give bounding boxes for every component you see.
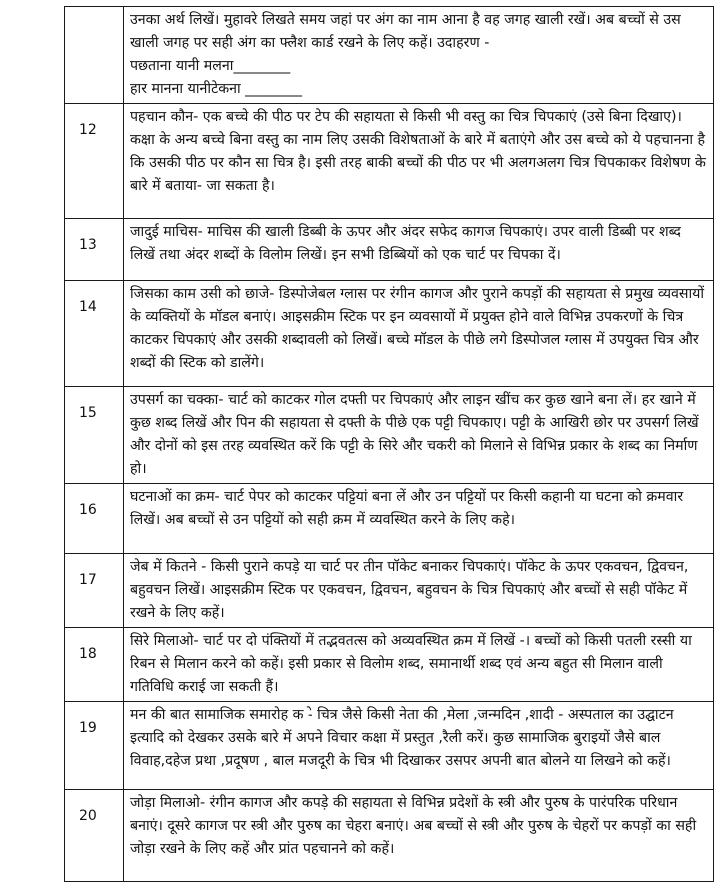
row-text: सिरे मिलाओ- चार्ट पर दो पंक्तियों में तद्भवतत्स को अव्यवस्थित क्रम में लिखें -। बच्चों को किसी पतली रस्सी या रिबन से मिलान करने को कहें। इसी प्रकार से विलोम शब्द, समानार्थी शब्द एवं अन्य बहुत सी मिलान वाली गतिविधि कराई जा सकती हैं।	[124, 628, 714, 702]
row-number: 19	[65, 702, 124, 790]
row-text: जेब में कितने - किसी पुराने कपड़े या चार्ट पर तीन पॉकेट बनाकर चिपकाएं। पॉकेट के ऊपर एकवचन, द्विवचन, बहुवचन लिखें। आइसक्रीम स्टिक पर एकवचन, द्विवचन, बहुवचन के चित्र चिपकाएं और बच्चों से सही पॉकेट में रखने के लिए कहें।	[124, 554, 714, 628]
row-number: 14	[65, 281, 124, 387]
table-row	[65, 628, 714, 702]
row-text: मन की बात सामाजिक समारोह क -े चित्र जैसे किसी नेता की ,मेला ,जन्मदिन ,शादी - अस्पताल का उद्घाटन इत्यादि को देखकर उसके बारे में अपने विचार कक्षा में प्रस्तुत ,रैली करें। कुछ सामाजिक बुराइयों जैसे बाल विवाह,दहेज प्रथा ,प्रदूषण , बाल मजदूरी के चित्र भी दिखाकर उसपर अपनी बात बोलने या लिखने को कहें।	[124, 702, 714, 790]
table-row	[65, 702, 714, 790]
table-row	[65, 387, 714, 484]
row-text	[124, 7, 714, 104]
idiom-example-1: पछताना यानी मलना________	[130, 58, 291, 74]
row-number: 15	[65, 387, 124, 484]
table-row	[65, 281, 714, 387]
table-row	[65, 554, 714, 628]
table-row	[65, 7, 714, 104]
table-row	[65, 484, 714, 554]
row-number: 16	[65, 484, 124, 554]
row-text: जिसका काम उसी को छाजे- डिस्पोजेबल ग्लास पर रंगीन कागज और पुराने कपड़ों की सहायता से प्रमुख व्यवसायों के व्यक्तियों के मॉडल बनाएं। आइसक्रीम स्टिक पर इन व्यवसायों में प्रयुक्त होने वाले विभिन्न उपकरणों के चित्र काटकर चिपकाएं और उसकी शब्दावली को लिखें। बच्चे मॉडल के पीछे लगे डिस्पोजल ग्लास में उपयुक्त चित्र और शब्दों की स्टिक को डालेंगे।	[124, 281, 714, 387]
table-row	[65, 219, 714, 281]
table-row	[65, 104, 714, 219]
row-text: जोड़ा मिलाओ- रंगीन कागज और कपड़े की सहायता से विभिन्न प्रदेशों के स्त्री और पुरुष के पारंपरिक परिधान बनाएं। दूसरे कागज पर स्त्री और पुरुष का चेहरा बनाएं। अब बच्चों से स्त्री और पुरुष के चेहरों पर कपड़ों का सही जोड़ा रखने के लिए कहें और प्रांत पहचानने को कहें।	[124, 790, 714, 882]
row-text-main: उनका अर्थ लिखें। मुहावरे लिखते समय जहां पर अंग का नाम आना है वह जगह खाली रखें। अब बच्चों से उस खाली जगह पर सही अंग का फ्लैश कार्ड रखने के लिए कहें। उदाहरण -	[130, 12, 681, 51]
activity-table	[64, 6, 714, 882]
row-text: उपसर्ग का चक्का- चार्ट को काटकर गोल दफ्ती पर चिपकाएं और लाइन खींच कर कुछ खाने बना लें। हर खाने में कुछ शब्द लिखें और पिन की सहायता से दफ्ती के पीछे एक पट्टी चिपकाए। पट्टी के आखिरी छोर पर उपसर्ग लिखें और दोनों को इस तरह व्यवस्थित करें कि पट्टी के सिरे और चकरी को मिलाने से विभिन्न प्रकार के शब्द का निर्माण हो।	[124, 387, 714, 484]
row-number: 13	[65, 219, 124, 281]
idiom-example-2: हार मानना यानीटेकना ________	[130, 81, 302, 97]
row-number: 18	[65, 628, 124, 702]
row-text: पहचान कौन- एक बच्चे की पीठ पर टेप की सहायता से किसी भी वस्तु का चित्र चिपकाएं (उसे बिना दिखाए)। कक्षा के अन्य बच्चे बिना वस्तु का नाम लिए उसकी विशेषताओं के बारे में बताएंगे और उस बच्चे को ये पहचानना है कि उसकी पीठ पर कौन सा चित्र है। इसी तरह बाकी बच्चों की पीठ पर भी अलगअलग चित्र चिपकाकर विशेषण के बारे में बताया- जा सकता है।	[124, 104, 714, 219]
row-number: 17	[65, 554, 124, 628]
row-number: 20	[65, 790, 124, 882]
row-text: जादुई माचिस- माचिस की खाली डिब्बी के ऊपर और अंदर सफेद कागज चिपकाएं। उपर वाली डिब्बी पर शब्द लिखें तथा अंदर शब्दों के विलोम लिखें। इन सभी डिब्बियों को एक चार्ट पर चिपका दें।	[124, 219, 714, 281]
row-text: घटनाओं का क्रम- चार्ट पेपर को काटकर पट्टियां बना लें और उन पट्टियों पर किसी कहानी या घटना को क्रमवार लिखें। अब बच्चों से उन पट्टियों को सही क्रम में व्यवस्थित करने के लिए कहे।	[124, 484, 714, 554]
table-row	[65, 790, 714, 882]
row-number: 12	[65, 104, 124, 219]
activity-table-page	[64, 6, 714, 882]
row-number	[65, 7, 124, 104]
